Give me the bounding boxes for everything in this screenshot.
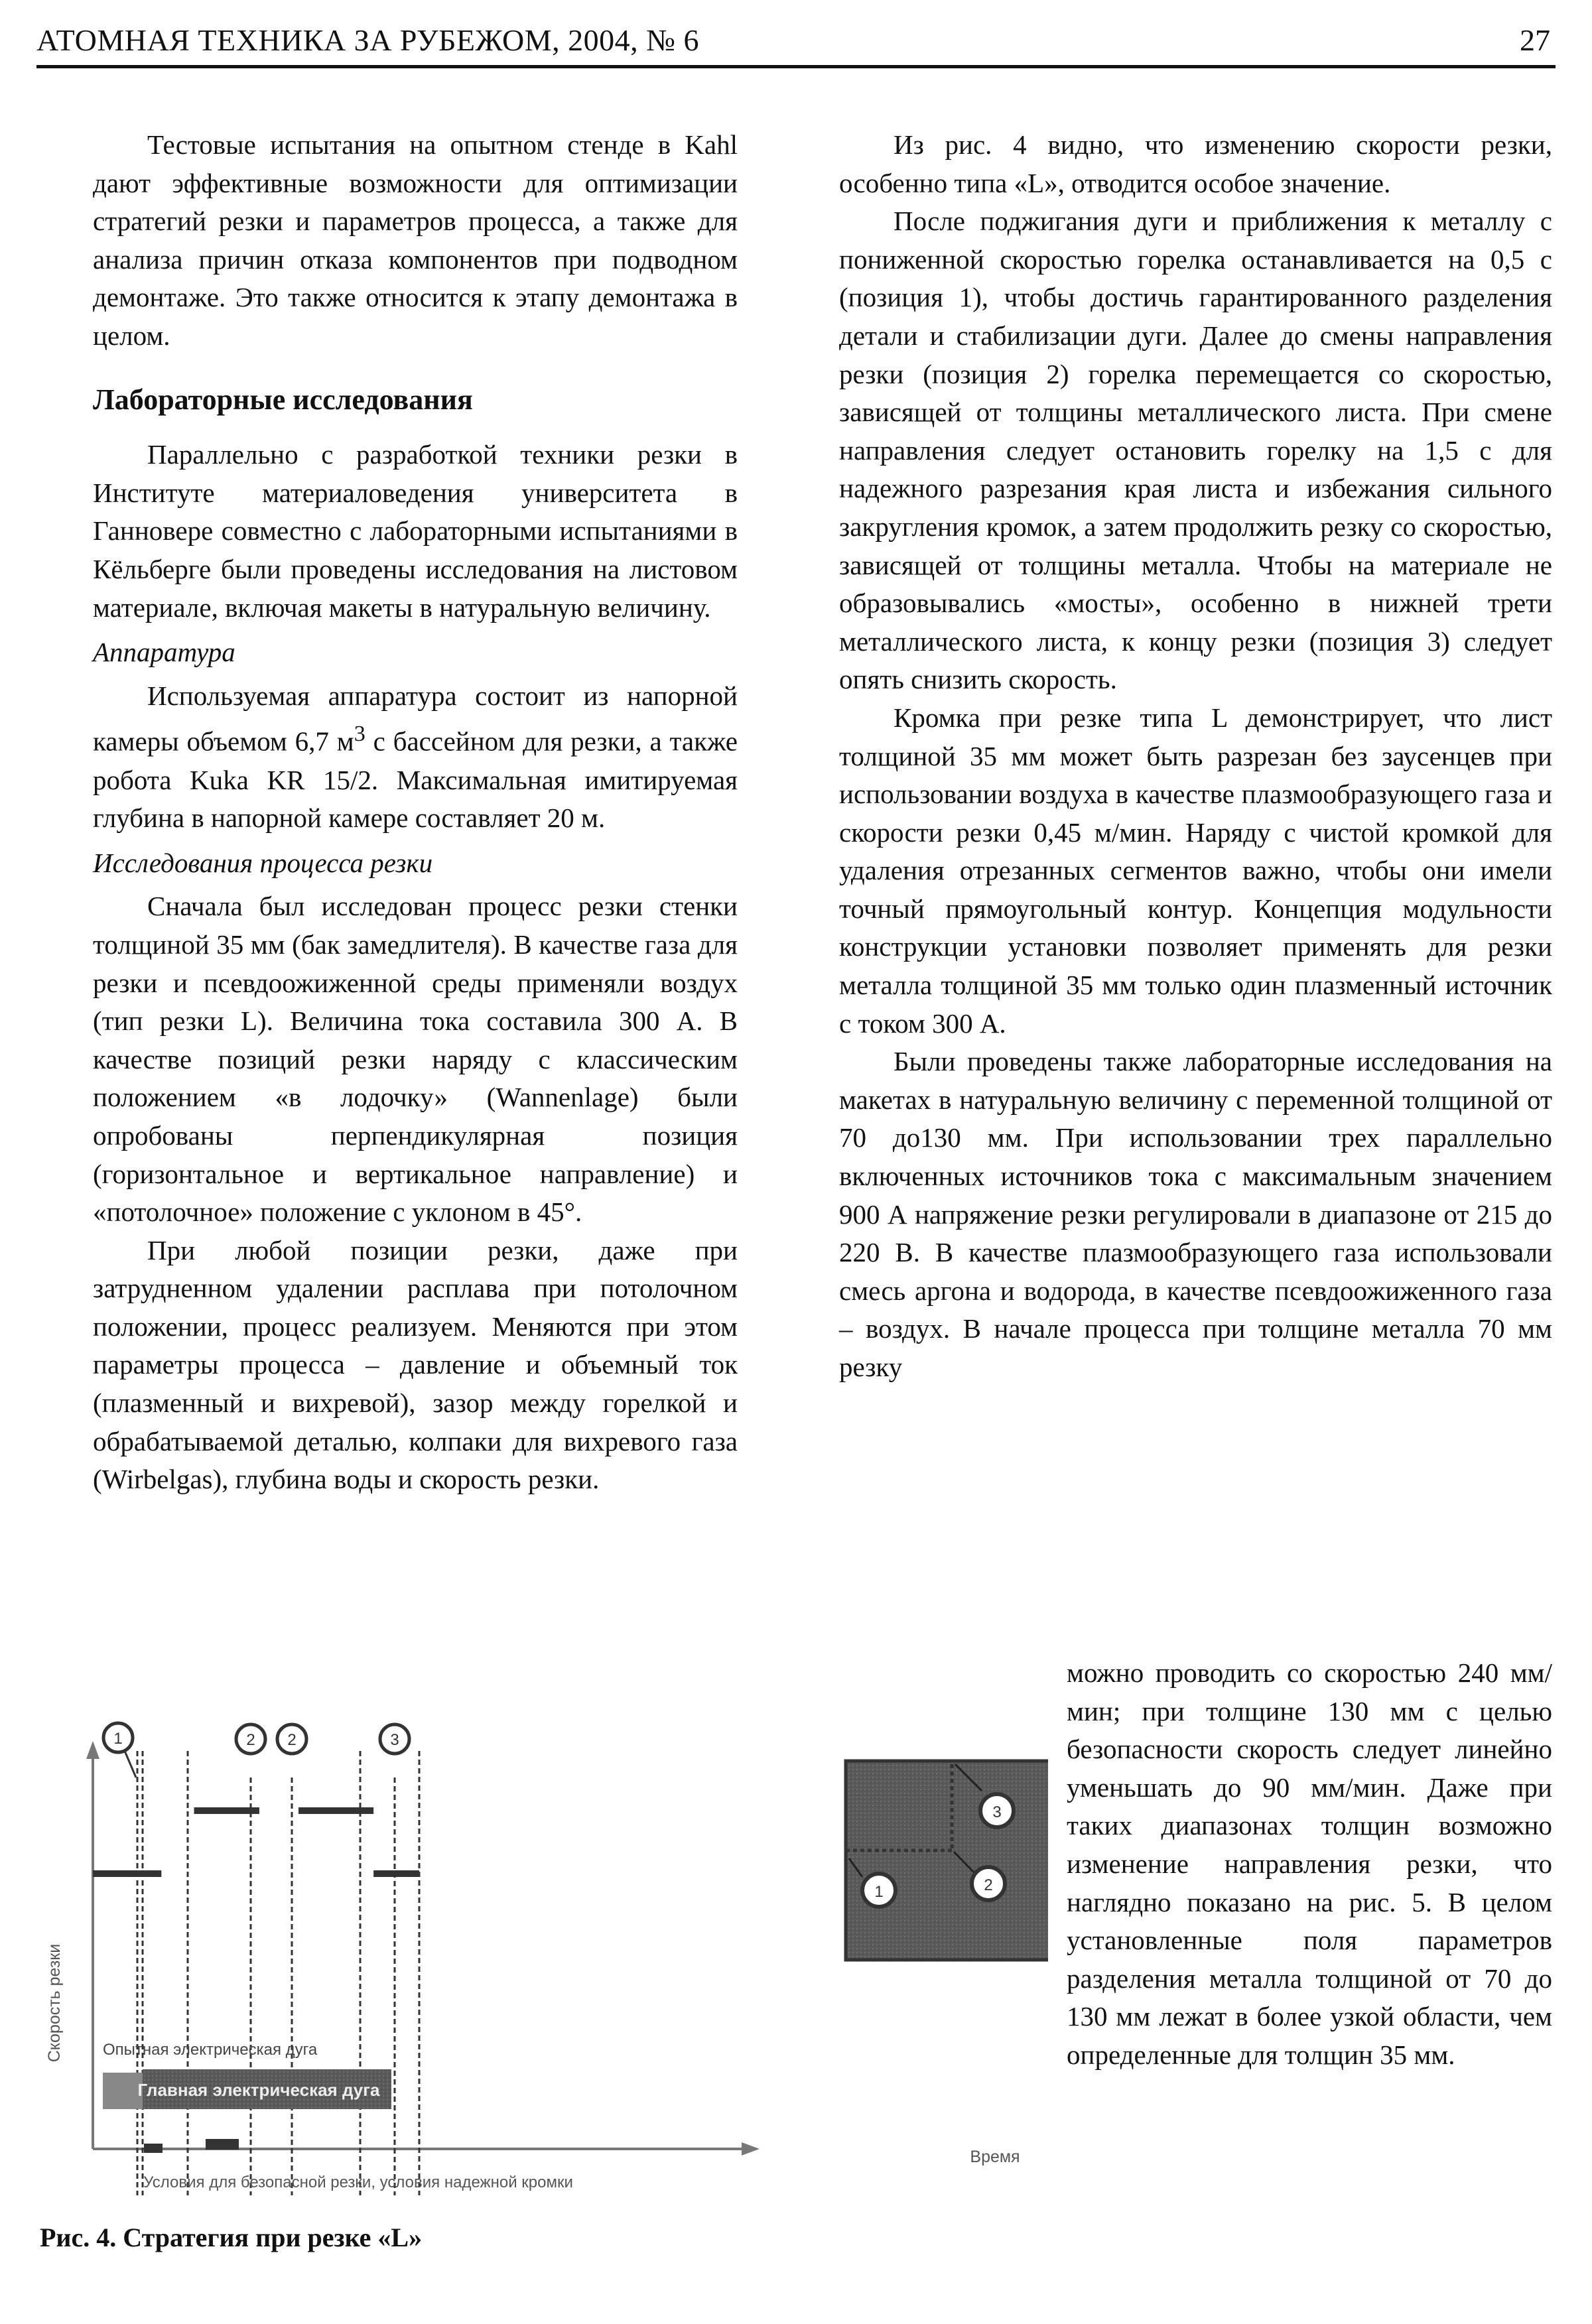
plate-marker-label: 1 [874, 1883, 884, 1901]
paragraph: При любой позиции резки, даже при затрудненном удалении расплава при потолочном положении, процесс реализуем. Меняются при этом параметры процесса – давление и объемный ток (плазменный и вихревой), зазор между горелкой и обрабатываемой деталью, колпаки для вихревого газа (Wirbelgas), глубина воды и скорость резки. [93, 1234, 738, 1495]
marker-label: 2 [246, 1731, 255, 1749]
running-header [36, 19, 1556, 68]
subsection-heading [93, 844, 738, 883]
subsection-title: Исследования процесса резки [93, 847, 433, 878]
marker-2a [236, 1724, 265, 1754]
paragraph: Были проведены также лабораторные исследования на макетах в натуральную величину с переменной толщиной от 70 до130 мм. При использовании трех параллельно включенных источников тока с максимальным значением 900 А напряжение резки регулировали в диапазоне от 215 до 220 В. В качестве плазмообразующего газа использовали смесь аргона и водорода, в качестве псевдоожиженного газа – воздух. В начале процесса при толщине металла 70 мм резку [839, 1046, 1552, 1382]
marker-label: 1 [113, 1730, 123, 1748]
marker-2b [277, 1724, 306, 1754]
metal-plate [846, 1761, 1048, 1960]
phase-dividers [137, 1751, 419, 2195]
paragraph [93, 677, 738, 838]
figure-4 [40, 1685, 1048, 2202]
paragraph-continuation: можно проводить со скоростью 240 мм/мин; при толщине 130 мм с целью безопасности скорость следует линейно уменьшать до 90 мм/мин. Даже при таких диапазонах толщин возможно изменение направления резки, что наглядно показано на рис. 5. В целом установленные поля параметров разделения металла толщиной от 70 до 130 мм лежат в более узкой области, чем определенные для толщин 35 мм. [1067, 1657, 1552, 2070]
main-arc-label: Главная электрическая дуга [137, 2080, 380, 2100]
text-run: Используемая аппаратура состоит из напорной камеры объемом 6,7 м [93, 680, 738, 757]
y-axis-arrow [86, 1741, 100, 1759]
pilot-arc-bar [103, 2073, 143, 2109]
cutting-strategy-diagram [40, 1685, 1048, 2202]
wrapped-text [1067, 1654, 1552, 2075]
bottom-note: Условия для безопасной резки, условия надежной кромки [143, 2173, 573, 2191]
marker-1 [103, 1723, 136, 1777]
superscript: 3 [354, 722, 365, 747]
x-axis-arrow [742, 2142, 760, 2156]
paragraph: Параллельно с разработкой техники резки в Институте материаловедения университета в Ганновере совместно с лабораторными испытаниями в Кёльберге были проведены исследования на листовом материале, включая макеты в натуральную величину. [93, 439, 738, 623]
position-markers [103, 1723, 409, 1777]
plate-illustration [846, 1761, 1048, 1960]
journal-title: АТОМНАЯ ТЕХНИКА ЗА РУБЕЖОМ, 2004, № 6 [36, 23, 700, 57]
subsection-heading [93, 633, 738, 672]
marker-label: 2 [287, 1731, 297, 1749]
plate-marker-label: 3 [992, 1803, 1002, 1821]
text-run: с бассейном для резки, а также робота Kuka KR 15/2. Максимальная имитируемая глубина в напорной камере составляет 20 м. [93, 726, 738, 834]
marker-3 [380, 1724, 409, 1754]
safe-cut-segment [144, 2144, 163, 2153]
safe-cut-segment [206, 2139, 239, 2150]
paragraph: Из рис. 4 видно, что изменению скорости резки, особенно типа «L», отводится особое значение. [839, 129, 1552, 198]
right-column [839, 126, 1552, 1387]
paragraph: После поджигания дуги и приближения к металлу с пониженной скоростью горелка останавливается на 0,5 с (позиция 1), чтобы достичь гарантированного разделения детали и стабилизации дуги. Далее до смены направления резки (позиция 2) горелка перемещается со скоростью, зависящей от толщины металлического листа. При смене направления следует остановить горелку на 1,5 с для надежного разрезания края листа и избежания сильного закругления кромок, а затем продолжить резку со скоростью, зависящей от толщины металла. Чтобы на материале не образовывались «мосты», особенно в нижней трети металлического листа, к концу резки (позиция 3) следует опять снизить скорость. [839, 206, 1552, 695]
y-axis-label: Скорость резки [45, 1943, 64, 2063]
figure-caption: Рис. 4. Стратегия при резке «L» [40, 2223, 423, 2252]
marker-label: 3 [390, 1731, 399, 1749]
left-column [93, 126, 738, 1499]
x-axis-label: Время [970, 2148, 1020, 2166]
pilot-arc-label: Опытная электрическая дуга [103, 2041, 318, 2059]
paragraph: Тестовые испытания на опытном стенде в Kahl дают эффективные возможности для оптимизации стратегий резки и параметров процесса, а также для анализа причин отказа компонентов при подводном демонтаже. Это также относится к этапу демонтажа в целом. [93, 129, 738, 351]
subsection-title: Аппаратура [93, 637, 235, 668]
plate-marker-label: 2 [984, 1876, 993, 1894]
paragraph: Сначала был исследован процесс резки стенки толщиной 35 мм (бак замедлителя). В качестве газа для резки и псевдоожиженной среды применяли воздух (тип резки L). Величина тока составила 300 А. В качестве позиций резки наряду с классическим положением «в лодочку» (Wannenlage) были опробованы перпендикулярная позиция (горизонтальное и вертикальное направление) и «потолочное» положение с уклоном в 45°. [93, 891, 738, 1228]
page-number: 27 [1520, 23, 1550, 57]
paragraph: Кромка при резке типа L демонстрирует, что лист толщиной 35 мм может быть разрезан без заусенцев при использовании воздуха в качестве плазмообразующего газа и скорости резки 0,45 м/мин. Наряду с чистой кромкой для удаления отрезанных сегментов важно, чтобы они имели точный прямоугольный контур. Концепция модульности конструкции установки позволяет применять для резки металла толщиной 35 мм только один плазменный источник с током 300 А. [839, 702, 1552, 1039]
section-heading: Лабораторные исследования [93, 383, 473, 416]
